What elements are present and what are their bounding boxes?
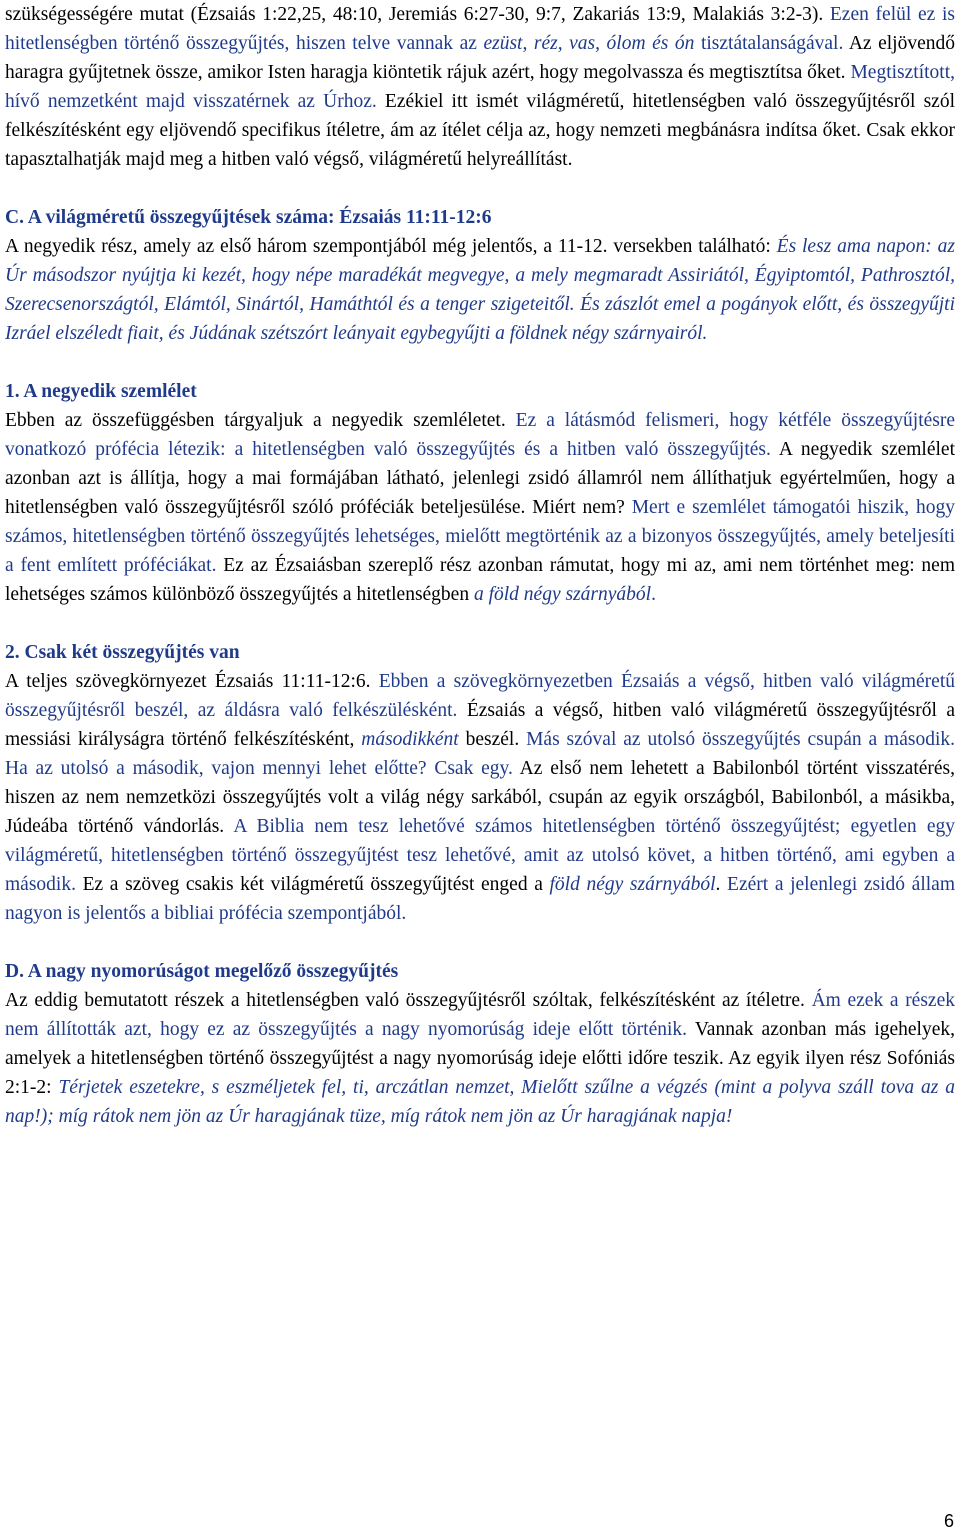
section-heading-2: 2. Csak két összegyűjtés van — [5, 642, 240, 663]
text-segment: Ez a látásmód felismeri, hogy kétféle összegyűjtésre vonatkozó prófécia létezik: a hitetlenségben való összegyűjtés és a hitben való összegyűjtés. — [5, 410, 955, 460]
text-segment: Ez az Ézsaiásban szereplő rész azonban rámutat, hogy mi az, ami nem történhet meg: nem lehetséges számos különböző összegyűjtés a hitetlenségben — [5, 555, 955, 605]
quoted-phrase: a föld négy szárnyából — [473, 584, 652, 605]
spacer — [5, 174, 955, 203]
spacer — [5, 928, 955, 957]
text-segment: Az eddig bemutatott részek a hitetlenségben való összegyűjtésről szóltak, felkészítésként az ítéletre. — [5, 990, 805, 1011]
text-segment: Ám ezek a részek nem állították azt, hogy ez az összegyűjtés a nagy nyomorúság ideje előtt történik. — [5, 990, 955, 1040]
text-segment: Ezékiel itt ismét világméretű, hitetlenségben való összegyűjtésről szól felkészítésként egy eljövendő specifikus ítéletre, ám az ítélet célja az, hogy nemzeti megbánásra indítsa őket. Csak ekkor tapasztalhatják majd meg a hitben való végső, világméretű helyreállítást. — [5, 91, 955, 170]
text-segment: Megtisztított, hívő nemzetként majd visszatérnek az Úrhoz. — [5, 62, 955, 112]
text-segment: Ebben a szövegkörnyezetben Ézsaiás a végső, hitben való világméretű összegyűjtésről beszél, az áldásra való felkészülésként. — [5, 671, 955, 721]
scripture-quote: És lesz ama napon: az Úr másodszor nyújtja ki kezét, hogy népe maradékát megvegye, a mely megmaradt Assiriától, Égyiptomtól, Pathrosztól, Szerecsenországtól, Elámtól, Sinártól, Hamáthtól és a tenger szigeteitől. És zászlót emel a pogányok előtt, és összegyűjti Izráel elszéledt fiait, és Júdának szétszórt leányait egybegyűjti a földnek négy szárnyairól. — [5, 236, 955, 344]
spacer — [5, 348, 955, 377]
text-segment: Az eljövendő haragra gyűjtetnek össze, amikor Isten haragja kiöntetik rájuk azért, hogy megolvassza és megtisztítsa őket. — [5, 33, 956, 83]
spacer — [5, 609, 955, 638]
text-segment: A teljes szövegkörnyezet Ézsaiás 11:11-12:6. — [5, 671, 371, 692]
section-heading-c: C. A világméretű összegyűjtések száma: Ézsaiás 11:11-12:6 — [5, 207, 492, 228]
paragraph-2 — [5, 667, 955, 928]
scripture-quote: Térjetek eszetekre, s eszméljetek fel, ti, arczátlan nemzet, Mielőtt szűlne a végzés (mint a polyva száll tova az a nap!); míg rátok nem jön az Úr haragjának tüze, míg rátok nem jön az Úr haragjának napja! — [5, 1077, 955, 1127]
text-segment: Ézsaiás a végső, hitben való világméretű összegyűjtésről a messiási királyságra történő felkészítésként, — [5, 700, 955, 750]
text-segment: A Biblia nem tesz lehetővé számos hitetlenségben történő összegyűjtést; egyetlen egy világméretű, hitetlenségben történő összegyűjtést tesz lehetővé, amit az utolsó követ, a hitben történő, ami egyben a második. — [5, 816, 955, 895]
text-segment: szükségességére mutat (Ézsaiás 1:22,25, 48:10, Jeremiás 6:27-30, 9:7, Zakariás 13:9, Malakiás 3:2-3). — [5, 4, 824, 25]
paragraph-c — [5, 232, 955, 348]
document-page — [5, 0, 955, 1131]
text-segment: Az első nem lehetett a Babilonból történt visszatérés, hiszen az nem nemzetközi összegyűjtés volt a világ négy sarkából, csupán az egyik országból, Babilonból, a másikba, Júdeába történő vándorlás. — [5, 758, 955, 837]
text-segment: Ezért a jelenlegi zsidó állam nagyon is jelentős a bibliai prófécia szempontjából. — [5, 874, 955, 924]
text-segment: Más szóval az utolsó összegyűjtés csupán a második. Ha az utolsó a második, vajon mennyi lehet előtte? Csak egy. — [5, 729, 955, 779]
text-segment: A negyedik szemlélet azonban azt is állítja, hogy a mai formájában látható, jelenlegi zsidó államról nem állíthatjuk egyértelműen, hogy a hitetlenségben való összegyűjtésről szóló próféciák beteljesülése. Miért nem? — [5, 439, 955, 518]
text-segment: Ez a szöveg csakis két világméretű összegyűjtést enged a — [75, 874, 550, 895]
text-segment: Ezen felül ez is hitetlenségben történő összegyűjtés, hiszen telve vannak az — [5, 4, 955, 54]
quoted-phrase: föld négy szárnyából — [549, 874, 716, 895]
text-segment: . — [715, 874, 721, 895]
paragraph-intro — [5, 0, 955, 174]
quoted-phrase: ezüst, réz, vas, ólom és ón — [483, 33, 695, 54]
quoted-phrase: másodikként — [361, 729, 459, 750]
text-segment: Az egyik ilyen rész Sofóniás 2:1-2: — [5, 1048, 955, 1098]
text-segment: Mert e szemlélet támogatói hiszik, hogy számos, hitetlenségben történő összegyűjtés lehetséges, mielőtt megtörténik az a bizonyos összegyűjtés, amely beteljesíti a fent említett próféciákat. — [5, 497, 955, 576]
text-segment: beszél. — [458, 729, 520, 750]
text-segment: . — [651, 584, 656, 605]
paragraph-1 — [5, 406, 955, 609]
text-segment: Vannak azonban más igehelyek, amelyek a hitetlenségben történő összegyűjtést a nagy nyomorúság ideje előtti időre teszik. — [5, 1019, 955, 1069]
section-heading-d: D. A nagy nyomorúságot megelőző összegyűjtés — [5, 961, 399, 982]
text-segment: A negyedik rész, amely az első három szempontjából még jelentős, a 11-12. versekben található: — [5, 236, 777, 257]
text-segment: Ebben az összefüggésben tárgyaljuk a negyedik szemléletet. — [5, 410, 506, 431]
section-heading-1: 1. A negyedik szemlélet — [5, 381, 197, 402]
page-number: 6 — [943, 1511, 954, 1531]
paragraph-d — [5, 986, 955, 1131]
text-segment: tisztátalanságával. — [694, 33, 844, 54]
